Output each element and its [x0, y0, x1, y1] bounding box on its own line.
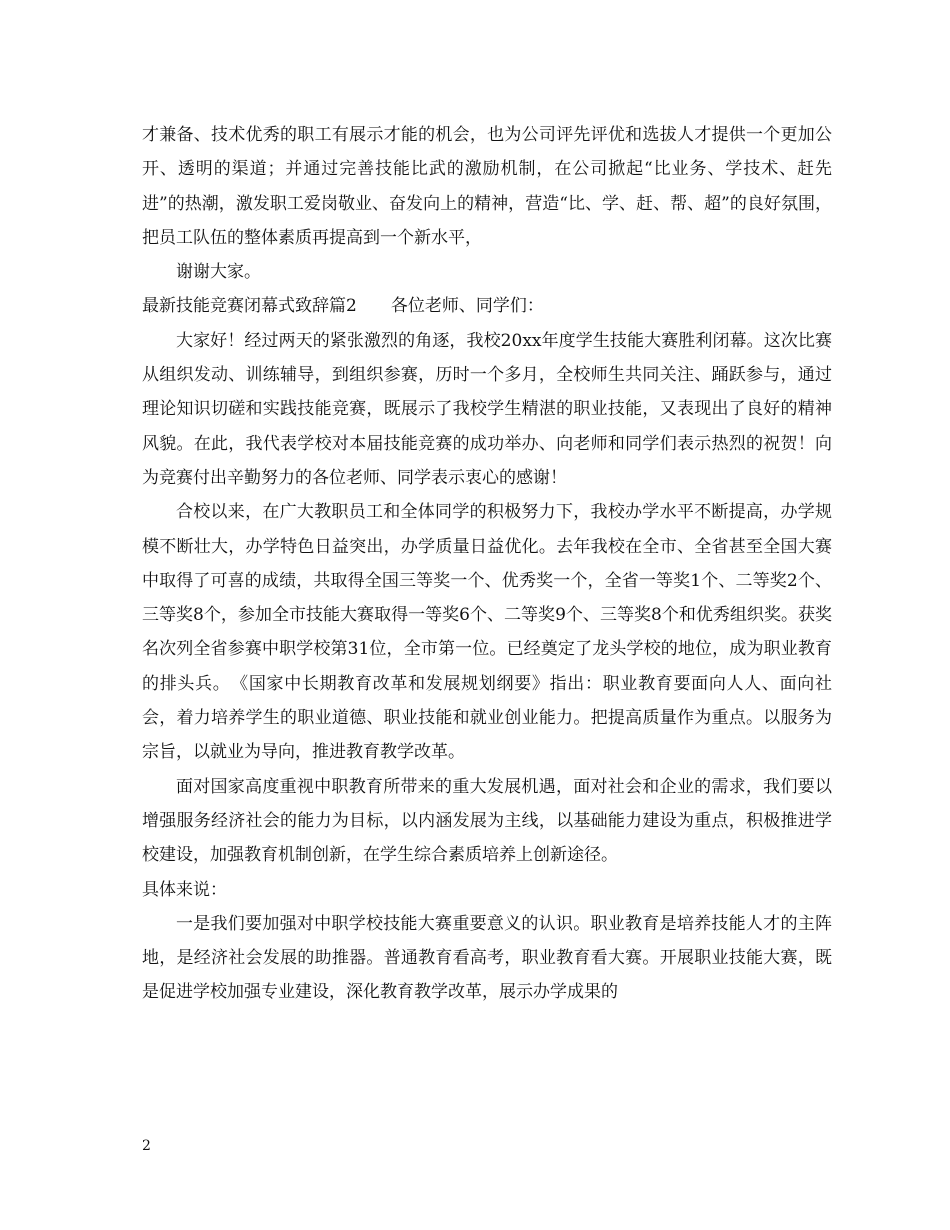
- paragraph-5: 面对国家高度重视中职教育所带来的重大发展机遇，面对社会和企业的需求，我们要以增强服务经济社会的能力为目标，以内涵发展为主线，以基础能力建设为重点，积极推进学校建设，加强教育机制创新，在学生综合素质培养上创新途径。: [142, 776, 832, 866]
- paragraph-4: 合校以来，在广大教职员工和全体同学的积极努力下，我校办学水平不断提高，办学规模不断壮大，办学特色日益突出，办学质量日益优化。去年我校在全市、全省甚至全国大赛中取得了可喜的成绩，共取得全国三等奖一个、优秀奖一个，全省一等奖1个、二等奖2个、三等奖8个，参加全市技能大赛取得一等奖6个、二等奖9个、三等奖8个和优秀组织奖。获奖名次列全省参赛中职学校第31位，全市第一位。已经奠定了龙头学校的地位，成为职业教育的排头兵。 《国家中长期教育改革和发展规划纲要》指出：职业教育要面向人人、面向社会，着力培养学生的职业道德、职业技能和就业创业能力。把提高质量作为重点。以服务为宗旨，以就业为导向，推进教育教学改革。: [142, 502, 832, 763]
- paragraph-7: 一是我们要加强对中职学校技能大赛重要意义的认识。职业教育是培养技能人才的主阵地，是经济社会发展的助推器。普通教育看高考，职业教育看大赛。开展职业技能大赛，既是促进学校加强专业建设，深化教育教学改革，展示办学成果的: [142, 913, 832, 1003]
- paragraph-2: 谢谢大家。: [176, 262, 261, 283]
- paragraph-3: 大家好！经过两天的紧张激烈的角逐，我校20xx年度学生技能大赛胜利闭幕。这次比赛从组织发动、训练辅导，到组织参赛，历时一个多月，全校师生共同关注、踊跃参与，通过理论知识切磋和实践技能竞赛，既展示了我校学生精湛的职业技能，又表现出了良好的精神风貌。在此，我代表学校对本届技能竞赛的成功举办、向老师和同学们表示热烈的祝贺！向为竞赛付出辛勤努力的各位老师、同学表示衷心的感谢！: [142, 330, 832, 488]
- page-number: 2: [142, 1138, 151, 1154]
- paragraph-6: 具体来说：: [142, 879, 227, 900]
- body-text: [142, 118, 832, 1010]
- section-heading: 最新技能竞赛闭幕式致辞篇2 各位老师、同学们：: [142, 296, 544, 317]
- paragraph-1: 才兼备、技术优秀的职工有展示才能的机会，也为公司评先评优和选拔人才提供一个更加公开、透明的渠道；并通过完善技能比武的激励机制，在公司掀起“比业务、学技术、赶先进”的热潮，激发职工爱岗敬业、奋发向上的精神，营造“比、学、赶、帮、超”的良好氛围，把员工队伍的整体素质再提高到一个新水平，: [142, 125, 832, 248]
